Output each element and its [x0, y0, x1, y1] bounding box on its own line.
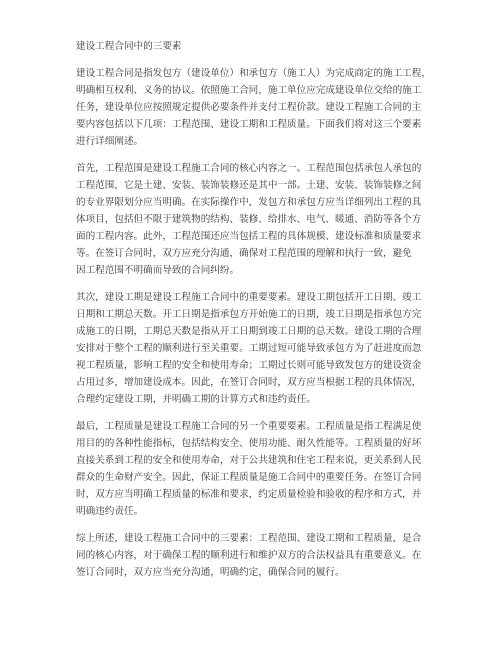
paragraph-line: 签订合同时，双方应当充分沟通，明确约定，确保合同的履行。 [76, 567, 345, 578]
document-title: 建设工程合同中的三要素 [76, 41, 182, 52]
paragraph-line: 视工程质量，影响工程的安全和使用寿命；工期过长则可能导致发包方的建设资金 [76, 360, 422, 371]
paragraph-line: 等。在签订合同时，双方应充分沟通，确保对工程范围的理解和执行一致，避免 [76, 248, 412, 259]
paragraph-line: 进行详细阐述。 [76, 136, 144, 147]
document-body [76, 38, 430, 591]
paragraph-line: 综上所述，建设工程施工合同中的三要素：工程范围、建设工期和工程质量，是合 [76, 533, 422, 544]
paragraph-line: 占用过多，增加建设成本。因此，在签订合同时，双方应当根据工程的具体情况， [76, 377, 422, 388]
paragraph-line: 用目的的各种性能指标，包括结构安全、使用功能、耐久性能等。工程质量的好坏 [76, 438, 422, 449]
paragraph-line: 安排对于整个工程的顺利进行至关重要。工期过短可能导致承包方为了赶进度而忽 [76, 343, 422, 354]
paragraph-line: 工程范围，它是土建、安装、装饰装修还是其中一部。土建、安装、装饰装修之间 [76, 180, 422, 191]
paragraph-line: 直接关系到工程的安全和使用寿命，对于公共建筑和住宅工程来说，更关系到人民 [76, 455, 422, 466]
paragraph-line: 明确相互权利、义务的协议。依照施工合同，施工单位应完成建设单位交给的施工 [76, 85, 422, 96]
paragraph-line: 的专业界限划分应当明确。在实际操作中，发包方和承包方应当详细列出工程的具 [76, 197, 422, 208]
paragraph-line: 任务，建设单位应按照规定提供必要条件并支付工程价款。建设工程施工合同的主 [76, 102, 422, 113]
paragraph-line: 时，双方应当明确工程质量的标准和要求，约定质量检验和验收的程序和方式，并 [76, 489, 422, 500]
paragraph-line: 日期和工期总天数。开工日期是指承包方开始施工的日期，竣工日期是指承包方完 [76, 309, 422, 320]
paragraph-line: 面的工程内容。此外，工程范围还应当包括工程的具体规模、建设标准和质量要求 [76, 231, 422, 242]
paragraph-line: 体项目，包括但不限于建筑物的结构、装修、给排水、电气、暖通、消防等各个方 [76, 214, 422, 225]
paragraph-intro [76, 65, 430, 150]
paragraph-scope [76, 160, 430, 279]
paragraph-line: 建设工程合同是指发包方（建设单位）和承包方（施工人）为完成商定的施工工程， [76, 68, 431, 79]
paragraph-line: 其次，建设工期是建设工程施工合同中的重要要素。建设工期包括开工日期、竣工 [76, 292, 422, 303]
paragraph-quality [76, 418, 430, 520]
paragraph-line: 群众的生命财产安全。因此，保证工程质量是施工合同中的重要任务。在签订合同 [76, 472, 422, 483]
paragraph-line: 成施工的日期，工期总天数是指从开工日期到竣工日期的总天数。建设工期的合理 [76, 326, 422, 337]
paragraph-line: 最后，工程质量是建设工程施工合同的另一个重要要素。工程质量是指工程满足使 [76, 421, 422, 432]
paragraph-line: 明确违约责任。 [76, 506, 144, 517]
paragraph-line: 要内容包括以下几项：工程范围、建设工期和工程质量。下面我们将对这三个要素 [76, 119, 422, 130]
paragraph-line: 同的核心内容，对于确保工程的顺利进行和维护双方的合法权益具有重要意义。在 [76, 550, 422, 561]
paragraph-summary [76, 530, 430, 581]
paragraph-line: 因工程范围不明确而导致的合同纠纷。 [76, 265, 240, 276]
paragraph-schedule [76, 289, 430, 408]
paragraph-line: 合理约定建设工期，并明确工期的计算方式和违约责任。 [76, 394, 316, 405]
paragraph-line: 首先，工程范围是建设工程施工合同的核心内容之一。工程范围包括承包人承包的 [76, 163, 422, 174]
